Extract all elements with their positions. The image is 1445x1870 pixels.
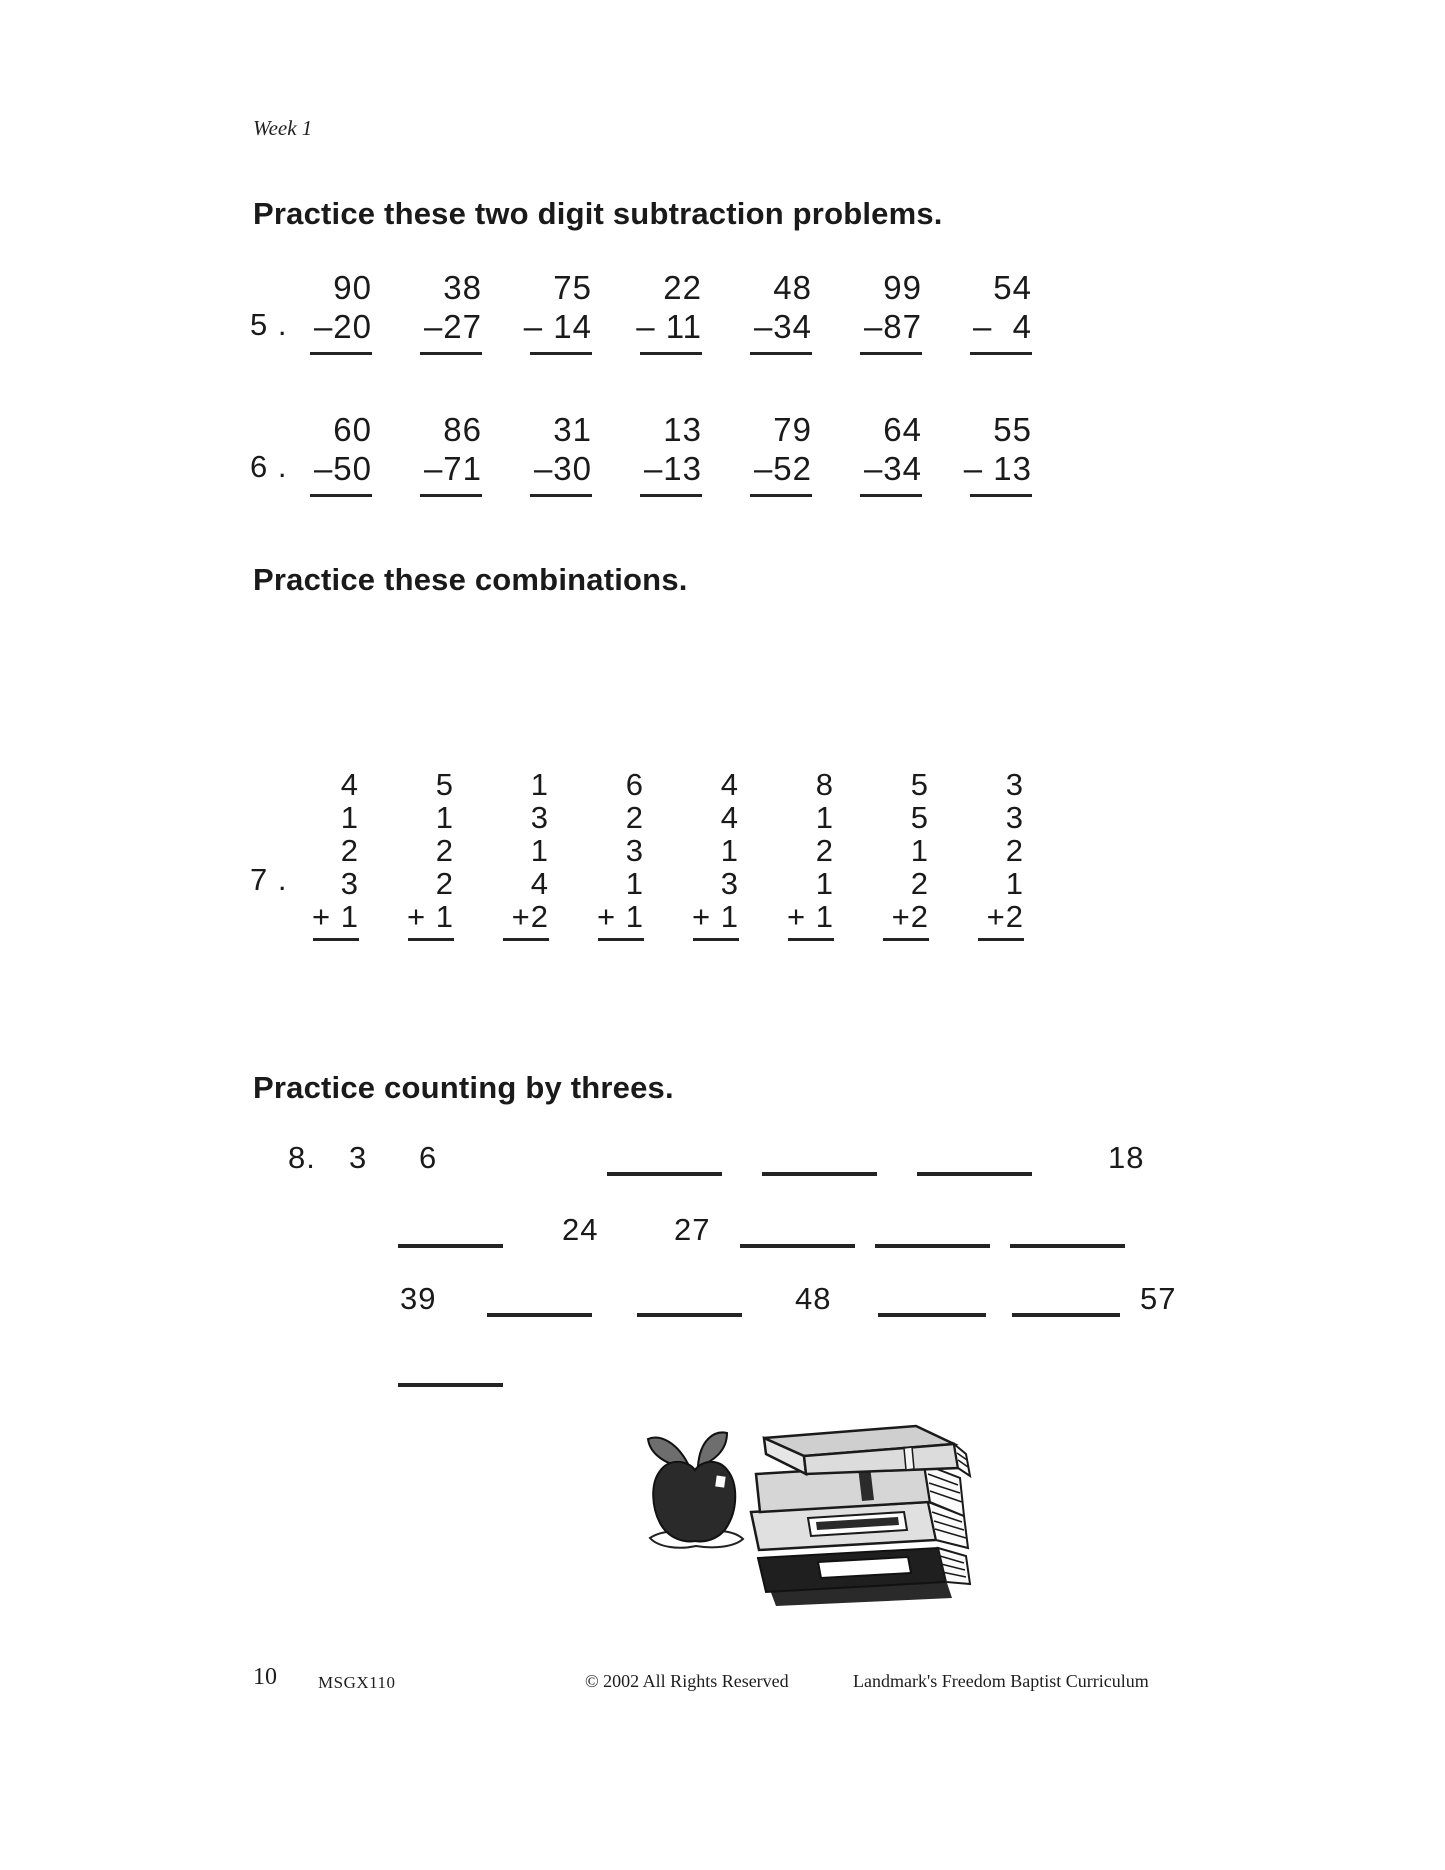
subtrahend: – 4 xyxy=(972,308,1032,345)
answer-line xyxy=(313,938,359,941)
addend: 3 xyxy=(720,866,739,901)
addend: 1 xyxy=(1005,866,1024,901)
addend-plus: + 1 xyxy=(597,899,644,934)
answer-line xyxy=(860,494,922,497)
counting-value: 6 xyxy=(419,1140,438,1175)
answer-line xyxy=(310,352,372,355)
subtraction-row-6 xyxy=(250,410,1066,497)
addend: 4 xyxy=(340,767,359,802)
problem-number: 8. xyxy=(288,1140,316,1175)
addition-column xyxy=(480,768,575,941)
week-label: Week 1 xyxy=(253,116,313,140)
subtrahend: –52 xyxy=(753,450,812,487)
answer-line xyxy=(530,352,592,355)
subtraction-row-5 xyxy=(250,268,1066,355)
subtrahend: – 14 xyxy=(523,308,592,345)
answer-blank xyxy=(607,1172,722,1176)
minuend: 31 xyxy=(553,411,592,448)
subtraction-problem xyxy=(626,268,736,355)
problem-number: 5 . xyxy=(250,307,288,342)
subtrahend: –87 xyxy=(863,308,922,345)
subtrahend: – 13 xyxy=(963,450,1032,487)
addend-plus: + 1 xyxy=(407,899,454,934)
answer-line xyxy=(530,494,592,497)
addend: 1 xyxy=(815,866,834,901)
answer-line xyxy=(420,494,482,497)
addend: 2 xyxy=(625,800,644,835)
answer-blank xyxy=(487,1313,592,1317)
copyright-notice: © 2002 All Rights Reserved xyxy=(585,1671,789,1691)
subtrahend: – 11 xyxy=(636,308,702,345)
minuend: 38 xyxy=(443,269,482,306)
problem-number: 6 . xyxy=(250,449,288,484)
addend: 4 xyxy=(720,767,739,802)
answer-blank xyxy=(740,1244,855,1248)
subtraction-problem xyxy=(296,268,406,355)
addend: 1 xyxy=(340,800,359,835)
subtrahend: –20 xyxy=(313,308,372,345)
addend-plus: + 1 xyxy=(692,899,739,934)
addend: 6 xyxy=(625,767,644,802)
addend: 8 xyxy=(815,767,834,802)
answer-line xyxy=(970,352,1032,355)
subtrahend: –34 xyxy=(753,308,812,345)
addend: 2 xyxy=(1005,833,1024,868)
answer-line xyxy=(788,938,834,941)
addend: 1 xyxy=(720,833,739,868)
addend: 1 xyxy=(625,866,644,901)
minuend: 75 xyxy=(553,269,592,306)
subtraction-problem xyxy=(296,410,406,497)
minuend: 48 xyxy=(773,269,812,306)
counting-value: 48 xyxy=(795,1281,832,1316)
answer-line xyxy=(750,494,812,497)
addend: 2 xyxy=(815,833,834,868)
subtraction-heading: Practice these two digit subtraction problems. xyxy=(253,196,943,231)
answer-line xyxy=(750,352,812,355)
addend: 3 xyxy=(530,800,549,835)
addend: 1 xyxy=(910,833,929,868)
subtraction-problem xyxy=(956,410,1066,497)
counting-value: 57 xyxy=(1140,1281,1177,1316)
minuend: 60 xyxy=(333,411,372,448)
addend: 3 xyxy=(625,833,644,868)
answer-blank xyxy=(878,1313,986,1317)
subtraction-problem xyxy=(736,268,846,355)
subtrahend: –34 xyxy=(863,450,922,487)
addend: 5 xyxy=(910,767,929,802)
addition-column xyxy=(575,768,670,941)
answer-line xyxy=(598,938,644,941)
answer-line xyxy=(860,352,922,355)
addend: 4 xyxy=(720,800,739,835)
addend-plus: + 1 xyxy=(787,899,834,934)
addend: 2 xyxy=(435,833,454,868)
addend: 1 xyxy=(815,800,834,835)
subtraction-problem xyxy=(956,268,1066,355)
minuend: 86 xyxy=(443,411,482,448)
answer-blank xyxy=(637,1313,742,1317)
addend: 3 xyxy=(1005,800,1024,835)
curriculum-code: MSGX110 xyxy=(318,1673,396,1692)
subtraction-problem xyxy=(626,410,736,497)
combinations-row-7 xyxy=(250,768,1050,941)
subtraction-problem xyxy=(406,268,516,355)
addition-column xyxy=(765,768,860,941)
answer-line xyxy=(640,352,702,355)
addend: 1 xyxy=(530,767,549,802)
answer-line xyxy=(978,938,1024,941)
combinations-heading: Practice these combinations. xyxy=(253,562,688,597)
addend: 5 xyxy=(435,767,454,802)
subtraction-problem xyxy=(406,410,516,497)
subtrahend: –13 xyxy=(643,450,702,487)
minuend: 13 xyxy=(663,411,702,448)
counting-value: 3 xyxy=(349,1140,368,1175)
answer-line xyxy=(310,494,372,497)
addition-column xyxy=(670,768,765,941)
minuend: 64 xyxy=(883,411,922,448)
answer-line xyxy=(408,938,454,941)
subtraction-problem xyxy=(516,410,626,497)
subtrahend: –50 xyxy=(313,450,372,487)
minuend: 22 xyxy=(663,269,702,306)
answer-blank xyxy=(398,1244,503,1248)
page-number: 10 xyxy=(253,1664,277,1690)
answer-blank xyxy=(917,1172,1032,1176)
subtrahend: –71 xyxy=(423,450,482,487)
minuend: 55 xyxy=(993,411,1032,448)
addend: 3 xyxy=(1005,767,1024,802)
counting-value: 24 xyxy=(562,1212,599,1247)
addend: 2 xyxy=(910,866,929,901)
minuend: 54 xyxy=(993,269,1032,306)
addend: 3 xyxy=(340,866,359,901)
problem-number: 7 . xyxy=(250,862,288,897)
addition-column xyxy=(860,768,955,941)
answer-line xyxy=(420,352,482,355)
answer-blank xyxy=(398,1383,503,1387)
counting-value: 18 xyxy=(1108,1140,1145,1175)
subtraction-problem xyxy=(516,268,626,355)
addend: 2 xyxy=(435,866,454,901)
addend: 1 xyxy=(435,800,454,835)
addend: 1 xyxy=(530,833,549,868)
addend-plus: + 1 xyxy=(312,899,359,934)
subtraction-problem xyxy=(846,410,956,497)
addend-plus: +2 xyxy=(891,899,929,934)
answer-line xyxy=(970,494,1032,497)
addition-column xyxy=(290,768,385,941)
addition-column xyxy=(955,768,1050,941)
answer-blank xyxy=(762,1172,877,1176)
answer-line xyxy=(640,494,702,497)
minuend: 90 xyxy=(333,269,372,306)
counting-value: 39 xyxy=(400,1281,437,1316)
minuend: 99 xyxy=(883,269,922,306)
answer-blank xyxy=(1012,1313,1120,1317)
subtrahend: –30 xyxy=(533,450,592,487)
counting-heading: Practice counting by threes. xyxy=(253,1070,674,1105)
addition-column xyxy=(385,768,480,941)
addend: 4 xyxy=(530,866,549,901)
counting-value: 27 xyxy=(674,1212,711,1247)
answer-blank xyxy=(875,1244,990,1248)
addend-plus: +2 xyxy=(986,899,1024,934)
addend-plus: +2 xyxy=(511,899,549,934)
answer-blank xyxy=(1010,1244,1125,1248)
subtrahend: –27 xyxy=(423,308,482,345)
minuend: 79 xyxy=(773,411,812,448)
publisher-name: Landmark's Freedom Baptist Curriculum xyxy=(853,1671,1149,1691)
subtraction-problem xyxy=(736,410,846,497)
answer-line xyxy=(693,938,739,941)
subtraction-problem xyxy=(846,268,956,355)
books-and-apple-illustration xyxy=(608,1390,978,1635)
addend: 2 xyxy=(340,833,359,868)
apple xyxy=(653,1462,735,1542)
addend: 5 xyxy=(910,800,929,835)
answer-line xyxy=(503,938,549,941)
answer-line xyxy=(883,938,929,941)
